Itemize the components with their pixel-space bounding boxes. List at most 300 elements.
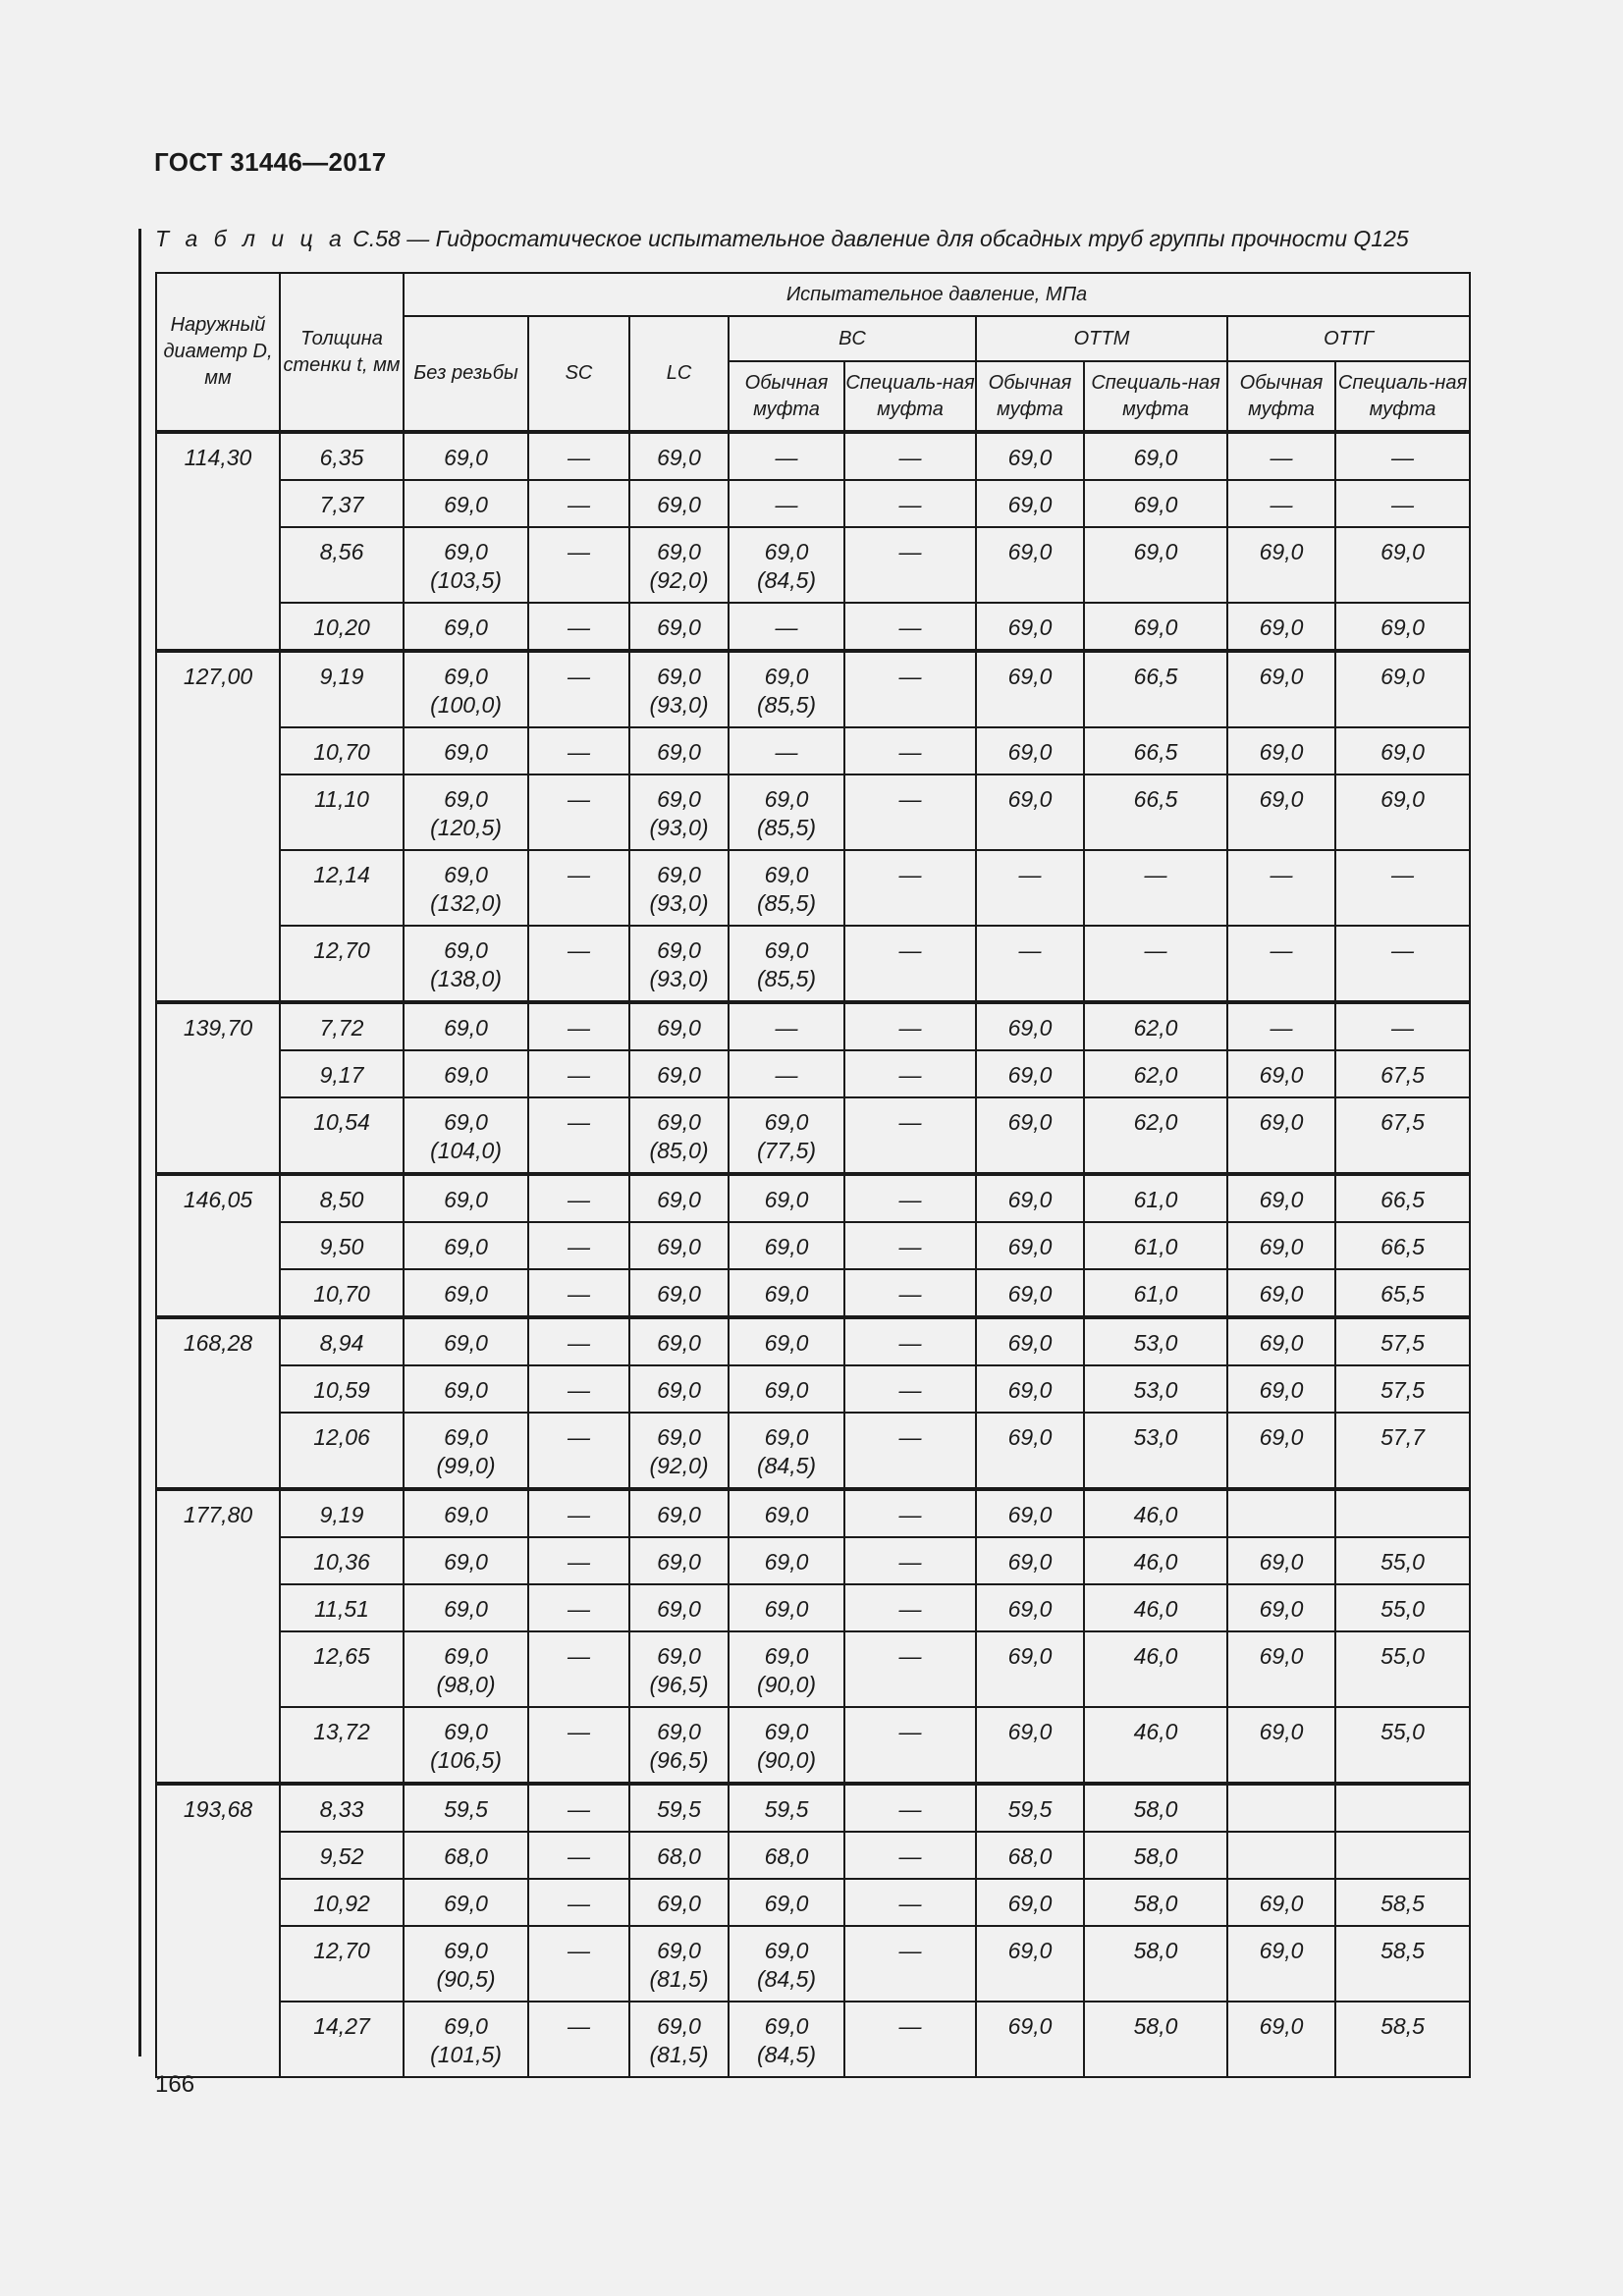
table-row <box>156 926 1470 1002</box>
cell-ottm-special: 53,0 <box>1084 1365 1227 1413</box>
cell-ottm-special: 53,0 <box>1084 1317 1227 1365</box>
cell-ottg-regular: — <box>1227 432 1335 480</box>
cell-ottm-regular: 69,0 <box>976 1413 1084 1489</box>
cell-bc-regular: 69,0 (85,5) <box>729 651 844 727</box>
cell-bc-regular: 69,0 (84,5) <box>729 2002 844 2077</box>
cell-lc: 69,0 (81,5) <box>629 1926 729 2002</box>
cell-wall-thickness: 10,70 <box>280 727 404 774</box>
cell-lc: 69,0 (96,5) <box>629 1707 729 1784</box>
cell-outer-diameter: 114,30 <box>156 432 280 651</box>
cell-wall-thickness: 12,70 <box>280 926 404 1002</box>
cell-wall-thickness: 12,06 <box>280 1413 404 1489</box>
cell-lc: 69,0 <box>629 1879 729 1926</box>
cell-sc: — <box>528 1222 629 1269</box>
cell-wall-thickness: 7,72 <box>280 1002 404 1050</box>
cell-ottm-regular: 69,0 <box>976 432 1084 480</box>
cell-bc-special: — <box>844 774 976 850</box>
header-lc: LC <box>629 316 729 432</box>
cell-sc: — <box>528 432 629 480</box>
cell-sc: — <box>528 1879 629 1926</box>
cell-bc-regular: 69,0 <box>729 1365 844 1413</box>
cell-outer-diameter: 168,28 <box>156 1317 280 1489</box>
cell-ottm-special: 62,0 <box>1084 1050 1227 1097</box>
cell-ottm-regular: 69,0 <box>976 727 1084 774</box>
header-no-thread: Без резьбы <box>404 316 528 432</box>
cell-lc: 59,5 <box>629 1784 729 1832</box>
cell-wall-thickness: 8,50 <box>280 1174 404 1222</box>
cell-bc-special: — <box>844 926 976 1002</box>
cell-no-thread: 69,0 <box>404 432 528 480</box>
cell-ottg-regular: 69,0 <box>1227 1317 1335 1365</box>
cell-bc-special: — <box>844 432 976 480</box>
cell-wall-thickness: 8,94 <box>280 1317 404 1365</box>
cell-ottg-regular: 69,0 <box>1227 1584 1335 1631</box>
cell-ottg-regular: 69,0 <box>1227 603 1335 651</box>
cell-ottg-special: 67,5 <box>1335 1050 1470 1097</box>
cell-ottm-special: 46,0 <box>1084 1489 1227 1537</box>
table-row <box>156 1489 1470 1537</box>
table-caption <box>155 226 1409 252</box>
cell-ottg-regular: 69,0 <box>1227 1050 1335 1097</box>
table-row <box>156 1879 1470 1926</box>
cell-ottm-special: 46,0 <box>1084 1707 1227 1784</box>
cell-ottm-regular: 69,0 <box>976 1707 1084 1784</box>
cell-ottm-regular: 69,0 <box>976 1631 1084 1707</box>
cell-no-thread: 69,0 (101,5) <box>404 2002 528 2077</box>
cell-sc: — <box>528 1002 629 1050</box>
cell-ottm-special: 69,0 <box>1084 432 1227 480</box>
cell-ottg-regular: — <box>1227 926 1335 1002</box>
cell-ottg-regular: 69,0 <box>1227 1707 1335 1784</box>
cell-bc-special: — <box>844 1413 976 1489</box>
cell-sc: — <box>528 1365 629 1413</box>
cell-ottg-special: 66,5 <box>1335 1222 1470 1269</box>
cell-ottm-special: 62,0 <box>1084 1097 1227 1174</box>
cell-ottg-special: 69,0 <box>1335 727 1470 774</box>
cell-no-thread: 59,5 <box>404 1784 528 1832</box>
cell-ottg-regular <box>1227 1832 1335 1879</box>
cell-no-thread: 69,0 <box>404 480 528 527</box>
cell-ottg-special: 69,0 <box>1335 774 1470 850</box>
cell-bc-regular: 69,0 (90,0) <box>729 1707 844 1784</box>
cell-wall-thickness: 9,50 <box>280 1222 404 1269</box>
table-row <box>156 774 1470 850</box>
cell-no-thread: 69,0 (138,0) <box>404 926 528 1002</box>
cell-sc: — <box>528 1413 629 1489</box>
table-row <box>156 1784 1470 1832</box>
header-test-pressure: Испытательное давление, МПа <box>404 273 1470 316</box>
cell-ottg-regular: 69,0 <box>1227 2002 1335 2077</box>
cell-bc-special: — <box>844 1584 976 1631</box>
table-row <box>156 1365 1470 1413</box>
cell-no-thread: 69,0 <box>404 1317 528 1365</box>
cell-ottm-regular: 69,0 <box>976 1879 1084 1926</box>
cell-no-thread: 69,0 (103,5) <box>404 527 528 603</box>
cell-ottm-regular: 69,0 <box>976 527 1084 603</box>
cell-ottm-special: 46,0 <box>1084 1537 1227 1584</box>
cell-bc-regular: 69,0 <box>729 1174 844 1222</box>
table-row <box>156 1317 1470 1365</box>
cell-wall-thickness: 12,70 <box>280 1926 404 2002</box>
cell-bc-special: — <box>844 1631 976 1707</box>
table-row <box>156 2002 1470 2077</box>
cell-no-thread: 69,0 <box>404 603 528 651</box>
cell-no-thread: 69,0 <box>404 1879 528 1926</box>
cell-sc: — <box>528 1631 629 1707</box>
cell-ottm-special: 61,0 <box>1084 1222 1227 1269</box>
cell-bc-special: — <box>844 1097 976 1174</box>
cell-bc-regular: 69,0 <box>729 1584 844 1631</box>
table-caption-text: С.58 — Гидростатическое испытательное давление для обсадных труб группы прочности Q125 <box>346 226 1409 251</box>
cell-lc: 69,0 <box>629 603 729 651</box>
cell-ottg-regular: 69,0 <box>1227 774 1335 850</box>
cell-wall-thickness: 7,37 <box>280 480 404 527</box>
cell-no-thread: 69,0 <box>404 1222 528 1269</box>
cell-sc: — <box>528 1269 629 1317</box>
cell-bc-regular: 69,0 (84,5) <box>729 1413 844 1489</box>
cell-ottg-special <box>1335 1489 1470 1537</box>
table-row <box>156 1269 1470 1317</box>
cell-ottg-regular: — <box>1227 850 1335 926</box>
header-ottg-special: Специаль-ная муфта <box>1335 361 1470 432</box>
cell-lc: 69,0 (93,0) <box>629 926 729 1002</box>
cell-ottg-special: 67,5 <box>1335 1097 1470 1174</box>
cell-bc-regular: 69,0 <box>729 1317 844 1365</box>
cell-lc: 69,0 <box>629 1222 729 1269</box>
cell-ottm-regular: 69,0 <box>976 651 1084 727</box>
cell-sc: — <box>528 1174 629 1222</box>
cell-bc-regular: — <box>729 1050 844 1097</box>
cell-ottm-regular: 69,0 <box>976 1584 1084 1631</box>
table-row <box>156 1926 1470 2002</box>
cell-ottm-special: 58,0 <box>1084 1879 1227 1926</box>
header-sc: SC <box>528 316 629 432</box>
cell-ottm-regular: 69,0 <box>976 1489 1084 1537</box>
cell-bc-special: — <box>844 1002 976 1050</box>
cell-ottg-special: — <box>1335 850 1470 926</box>
cell-ottg-special: — <box>1335 480 1470 527</box>
table-row <box>156 1222 1470 1269</box>
cell-sc: — <box>528 1050 629 1097</box>
cell-ottg-regular: 69,0 <box>1227 1269 1335 1317</box>
cell-lc: 69,0 (85,0) <box>629 1097 729 1174</box>
cell-ottm-special: 66,5 <box>1084 651 1227 727</box>
cell-bc-regular: 69,0 (85,5) <box>729 850 844 926</box>
cell-bc-regular: 69,0 (84,5) <box>729 1926 844 2002</box>
cell-lc: 69,0 <box>629 1050 729 1097</box>
cell-wall-thickness: 9,52 <box>280 1832 404 1879</box>
table-row <box>156 432 1470 480</box>
page-number: 166 <box>155 2071 195 2098</box>
cell-wall-thickness: 10,70 <box>280 1269 404 1317</box>
cell-bc-regular: 69,0 (84,5) <box>729 527 844 603</box>
cell-wall-thickness: 9,19 <box>280 1489 404 1537</box>
cell-ottm-special: 69,0 <box>1084 603 1227 651</box>
cell-lc: 69,0 <box>629 1317 729 1365</box>
cell-ottg-special <box>1335 1832 1470 1879</box>
cell-ottm-regular: 69,0 <box>976 1222 1084 1269</box>
table-row <box>156 1584 1470 1631</box>
cell-ottm-regular: 68,0 <box>976 1832 1084 1879</box>
cell-sc: — <box>528 850 629 926</box>
cell-lc: 69,0 (93,0) <box>629 850 729 926</box>
cell-wall-thickness: 6,35 <box>280 432 404 480</box>
header-ottm-special: Специаль-ная муфта <box>1084 361 1227 432</box>
header-outer-diameter: Наружный диаметр D, мм <box>156 273 280 432</box>
table-row <box>156 480 1470 527</box>
cell-lc: 69,0 (92,0) <box>629 527 729 603</box>
cell-sc: — <box>528 651 629 727</box>
cell-bc-special: — <box>844 1926 976 2002</box>
cell-bc-special: — <box>844 651 976 727</box>
cell-bc-special: — <box>844 1174 976 1222</box>
cell-wall-thickness: 10,20 <box>280 603 404 651</box>
table-row <box>156 727 1470 774</box>
cell-ottg-special: 55,0 <box>1335 1584 1470 1631</box>
cell-ottg-special: 55,0 <box>1335 1631 1470 1707</box>
header-ottm: ОТТМ <box>976 316 1227 361</box>
cell-ottg-regular: 69,0 <box>1227 1365 1335 1413</box>
table-row <box>156 1413 1470 1489</box>
cell-sc: — <box>528 1537 629 1584</box>
cell-bc-regular: — <box>729 480 844 527</box>
cell-ottg-regular: 69,0 <box>1227 1174 1335 1222</box>
cell-bc-regular: 69,0 (85,5) <box>729 774 844 850</box>
table-row <box>156 651 1470 727</box>
cell-no-thread: 69,0 <box>404 1365 528 1413</box>
cell-bc-special: — <box>844 1707 976 1784</box>
cell-outer-diameter: 193,68 <box>156 1784 280 2077</box>
cell-lc: 69,0 <box>629 1537 729 1584</box>
cell-bc-special: — <box>844 1832 976 1879</box>
cell-bc-regular: — <box>729 603 844 651</box>
cell-bc-regular: 69,0 <box>729 1489 844 1537</box>
cell-bc-regular: 69,0 <box>729 1222 844 1269</box>
cell-ottg-special: 66,5 <box>1335 1174 1470 1222</box>
header-ottm-regular: Обычная муфта <box>976 361 1084 432</box>
table-row <box>156 1097 1470 1174</box>
cell-lc: 69,0 <box>629 480 729 527</box>
cell-ottg-special: 69,0 <box>1335 603 1470 651</box>
cell-bc-special: — <box>844 1537 976 1584</box>
cell-lc: 68,0 <box>629 1832 729 1879</box>
cell-wall-thickness: 14,27 <box>280 2002 404 2077</box>
table-row <box>156 1707 1470 1784</box>
cell-bc-regular: 69,0 <box>729 1879 844 1926</box>
cell-ottm-special: — <box>1084 850 1227 926</box>
cell-ottm-special: 66,5 <box>1084 727 1227 774</box>
cell-sc: — <box>528 1784 629 1832</box>
cell-ottm-special: 46,0 <box>1084 1631 1227 1707</box>
cell-outer-diameter: 146,05 <box>156 1174 280 1317</box>
cell-ottg-regular: 69,0 <box>1227 1879 1335 1926</box>
cell-bc-special: — <box>844 1879 976 1926</box>
cell-bc-regular: 59,5 <box>729 1784 844 1832</box>
cell-wall-thickness: 12,65 <box>280 1631 404 1707</box>
cell-ottg-special: 58,5 <box>1335 2002 1470 2077</box>
cell-no-thread: 69,0 (98,0) <box>404 1631 528 1707</box>
cell-ottg-special: — <box>1335 432 1470 480</box>
cell-no-thread: 69,0 (120,5) <box>404 774 528 850</box>
cell-sc: — <box>528 527 629 603</box>
cell-bc-special: — <box>844 2002 976 2077</box>
cell-ottg-special: — <box>1335 926 1470 1002</box>
cell-ottm-regular: 69,0 <box>976 1174 1084 1222</box>
cell-sc: — <box>528 480 629 527</box>
cell-ottg-regular: 69,0 <box>1227 527 1335 603</box>
cell-ottg-regular: 69,0 <box>1227 1926 1335 2002</box>
cell-wall-thickness: 9,17 <box>280 1050 404 1097</box>
cell-ottg-special: 69,0 <box>1335 651 1470 727</box>
cell-lc: 69,0 <box>629 1174 729 1222</box>
cell-outer-diameter: 177,80 <box>156 1489 280 1784</box>
cell-wall-thickness: 12,14 <box>280 850 404 926</box>
cell-ottm-regular: 69,0 <box>976 2002 1084 2077</box>
cell-no-thread: 69,0 (100,0) <box>404 651 528 727</box>
cell-ottm-special: 58,0 <box>1084 1784 1227 1832</box>
cell-lc: 69,0 <box>629 432 729 480</box>
cell-lc: 69,0 <box>629 1002 729 1050</box>
table-body <box>156 432 1470 2077</box>
cell-bc-regular: 69,0 <box>729 1269 844 1317</box>
table-row <box>156 850 1470 926</box>
cell-ottm-regular: 69,0 <box>976 1537 1084 1584</box>
cell-lc: 69,0 <box>629 1269 729 1317</box>
cell-ottg-regular: 69,0 <box>1227 1222 1335 1269</box>
cell-bc-special: — <box>844 603 976 651</box>
cell-bc-regular: 69,0 (90,0) <box>729 1631 844 1707</box>
table-row <box>156 1174 1470 1222</box>
cell-ottg-regular: 69,0 <box>1227 1097 1335 1174</box>
cell-lc: 69,0 (93,0) <box>629 774 729 850</box>
cell-sc: — <box>528 1584 629 1631</box>
cell-ottm-regular: — <box>976 850 1084 926</box>
cell-sc: — <box>528 1832 629 1879</box>
cell-lc: 69,0 <box>629 1584 729 1631</box>
cell-bc-regular: 69,0 (85,5) <box>729 926 844 1002</box>
cell-sc: — <box>528 1489 629 1537</box>
cell-ottm-regular: 69,0 <box>976 1269 1084 1317</box>
cell-lc: 69,0 (96,5) <box>629 1631 729 1707</box>
cell-bc-special: — <box>844 1050 976 1097</box>
cell-ottg-regular: 69,0 <box>1227 1413 1335 1489</box>
cell-ottg-regular: — <box>1227 1002 1335 1050</box>
cell-ottg-regular: — <box>1227 480 1335 527</box>
cell-lc: 69,0 <box>629 1365 729 1413</box>
cell-outer-diameter: 127,00 <box>156 651 280 1002</box>
cell-ottg-special: 58,5 <box>1335 1879 1470 1926</box>
pressure-table <box>155 272 1471 2078</box>
cell-sc: — <box>528 1926 629 2002</box>
cell-no-thread: 69,0 <box>404 1002 528 1050</box>
cell-lc: 69,0 <box>629 1489 729 1537</box>
header-bc-regular: Обычная муфта <box>729 361 844 432</box>
cell-bc-special: — <box>844 727 976 774</box>
cell-sc: — <box>528 926 629 1002</box>
cell-sc: — <box>528 1097 629 1174</box>
cell-wall-thickness: 8,33 <box>280 1784 404 1832</box>
cell-lc: 69,0 (81,5) <box>629 2002 729 2077</box>
cell-sc: — <box>528 727 629 774</box>
cell-ottm-regular: 69,0 <box>976 480 1084 527</box>
cell-bc-special: — <box>844 1489 976 1537</box>
cell-bc-regular: 69,0 (77,5) <box>729 1097 844 1174</box>
cell-ottm-regular: 69,0 <box>976 1317 1084 1365</box>
cell-no-thread: 69,0 <box>404 1489 528 1537</box>
cell-ottg-regular: 69,0 <box>1227 1631 1335 1707</box>
left-margin-rule <box>138 229 141 2056</box>
cell-no-thread: 69,0 (90,5) <box>404 1926 528 2002</box>
cell-bc-regular: — <box>729 727 844 774</box>
cell-ottm-regular: 69,0 <box>976 1002 1084 1050</box>
cell-bc-special: — <box>844 1269 976 1317</box>
cell-bc-special: — <box>844 480 976 527</box>
cell-no-thread: 69,0 <box>404 1269 528 1317</box>
cell-sc: — <box>528 1317 629 1365</box>
cell-wall-thickness: 11,51 <box>280 1584 404 1631</box>
cell-lc: 69,0 <box>629 727 729 774</box>
cell-ottg-special: 55,0 <box>1335 1707 1470 1784</box>
table-row <box>156 1537 1470 1584</box>
header-ottg: ОТТГ <box>1227 316 1470 361</box>
cell-lc: 69,0 (92,0) <box>629 1413 729 1489</box>
cell-ottm-regular: 69,0 <box>976 1926 1084 2002</box>
cell-ottg-special: 57,5 <box>1335 1365 1470 1413</box>
cell-ottg-special: 65,5 <box>1335 1269 1470 1317</box>
cell-ottg-regular: 69,0 <box>1227 727 1335 774</box>
cell-no-thread: 69,0 <box>404 1050 528 1097</box>
cell-ottm-special: 66,5 <box>1084 774 1227 850</box>
table-row <box>156 527 1470 603</box>
cell-wall-thickness: 10,54 <box>280 1097 404 1174</box>
cell-ottm-regular: 69,0 <box>976 1050 1084 1097</box>
cell-wall-thickness: 10,92 <box>280 1879 404 1926</box>
table-row <box>156 1631 1470 1707</box>
cell-ottm-special: 61,0 <box>1084 1174 1227 1222</box>
cell-bc-regular: 69,0 <box>729 1537 844 1584</box>
cell-ottm-special: 58,0 <box>1084 1832 1227 1879</box>
cell-ottg-special: 69,0 <box>1335 527 1470 603</box>
cell-wall-thickness: 8,56 <box>280 527 404 603</box>
cell-bc-special: — <box>844 1365 976 1413</box>
cell-ottm-special: 46,0 <box>1084 1584 1227 1631</box>
cell-bc-special: — <box>844 1784 976 1832</box>
cell-ottg-special: — <box>1335 1002 1470 1050</box>
cell-no-thread: 69,0 <box>404 1584 528 1631</box>
cell-no-thread: 68,0 <box>404 1832 528 1879</box>
cell-bc-special: — <box>844 850 976 926</box>
cell-ottg-regular: 69,0 <box>1227 1537 1335 1584</box>
cell-ottm-special: 58,0 <box>1084 2002 1227 2077</box>
cell-ottm-special: 69,0 <box>1084 480 1227 527</box>
cell-sc: — <box>528 603 629 651</box>
cell-wall-thickness: 10,36 <box>280 1537 404 1584</box>
cell-sc: — <box>528 774 629 850</box>
cell-bc-special: — <box>844 527 976 603</box>
table-row <box>156 1050 1470 1097</box>
header-bc: BC <box>729 316 976 361</box>
cell-ottm-special: 53,0 <box>1084 1413 1227 1489</box>
cell-ottm-special: 61,0 <box>1084 1269 1227 1317</box>
cell-ottm-regular: — <box>976 926 1084 1002</box>
cell-ottm-regular: 69,0 <box>976 1365 1084 1413</box>
cell-ottm-regular: 69,0 <box>976 774 1084 850</box>
cell-no-thread: 69,0 (99,0) <box>404 1413 528 1489</box>
cell-no-thread: 69,0 (132,0) <box>404 850 528 926</box>
cell-wall-thickness: 10,59 <box>280 1365 404 1413</box>
cell-ottm-special: — <box>1084 926 1227 1002</box>
cell-wall-thickness: 11,10 <box>280 774 404 850</box>
